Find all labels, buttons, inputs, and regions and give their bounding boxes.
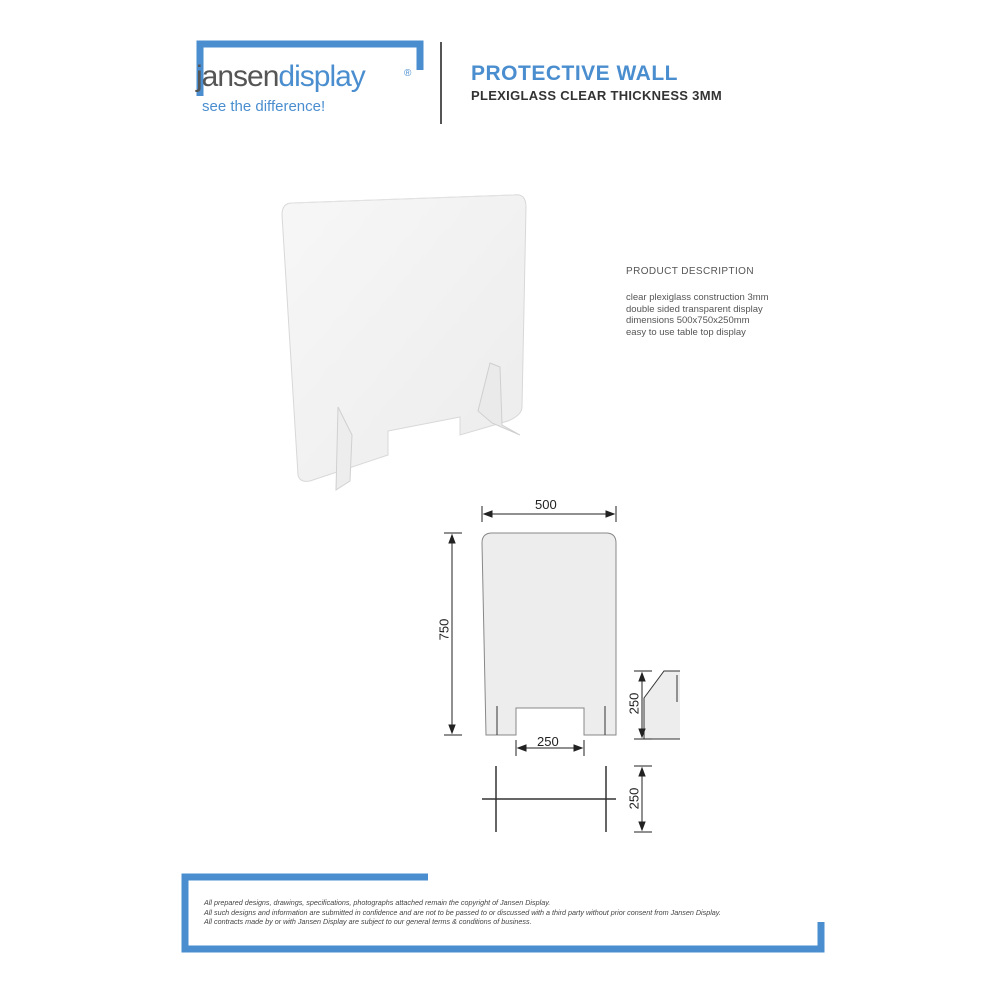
brand-logo: [196, 60, 365, 94]
product-photo: [270, 185, 540, 495]
product-description-heading: PRODUCT DESCRIPTION: [626, 266, 754, 277]
description-line: double sided transparent display: [626, 303, 763, 315]
description-line: easy to use table top display: [626, 326, 746, 338]
footer-line: All prepared designs, drawings, specifications, photographs attached remain the copyright of Jansen Display.: [204, 898, 551, 907]
foot-height-label: 250: [626, 692, 642, 715]
cutout-label: 250: [537, 734, 559, 749]
width-label: 500: [535, 497, 557, 512]
footer-line: All such designs and information are submitted in confidence and are not to be passed to or discussed with a third party without prior consent from Jansen Display.: [204, 907, 721, 917]
front-view-panel: [482, 533, 616, 735]
depth-label: 250: [626, 787, 642, 810]
brand-tagline: see the difference!: [202, 98, 326, 115]
description-line: dimensions 500x750x250mm: [626, 315, 750, 326]
height-label: 750: [436, 618, 452, 641]
registered-mark: ®: [404, 68, 412, 79]
description-line: clear plexiglass construction 3mm: [626, 292, 769, 303]
brand-name-part2: display: [278, 60, 365, 93]
header-divider: [440, 42, 442, 124]
footer-disclaimer: [204, 898, 814, 927]
document-subtitle: PLEXIGLASS CLEAR THICKNESS 3MM: [471, 88, 722, 103]
document-title: PROTECTIVE WALL: [471, 62, 678, 85]
brand-name-part1: jansen: [196, 60, 279, 93]
side-foot-view: [644, 671, 680, 739]
footer-line: All contracts made by or with Jansen Display are subject to our general terms & conditions of business.: [204, 917, 532, 926]
product-description-list: [626, 292, 769, 338]
